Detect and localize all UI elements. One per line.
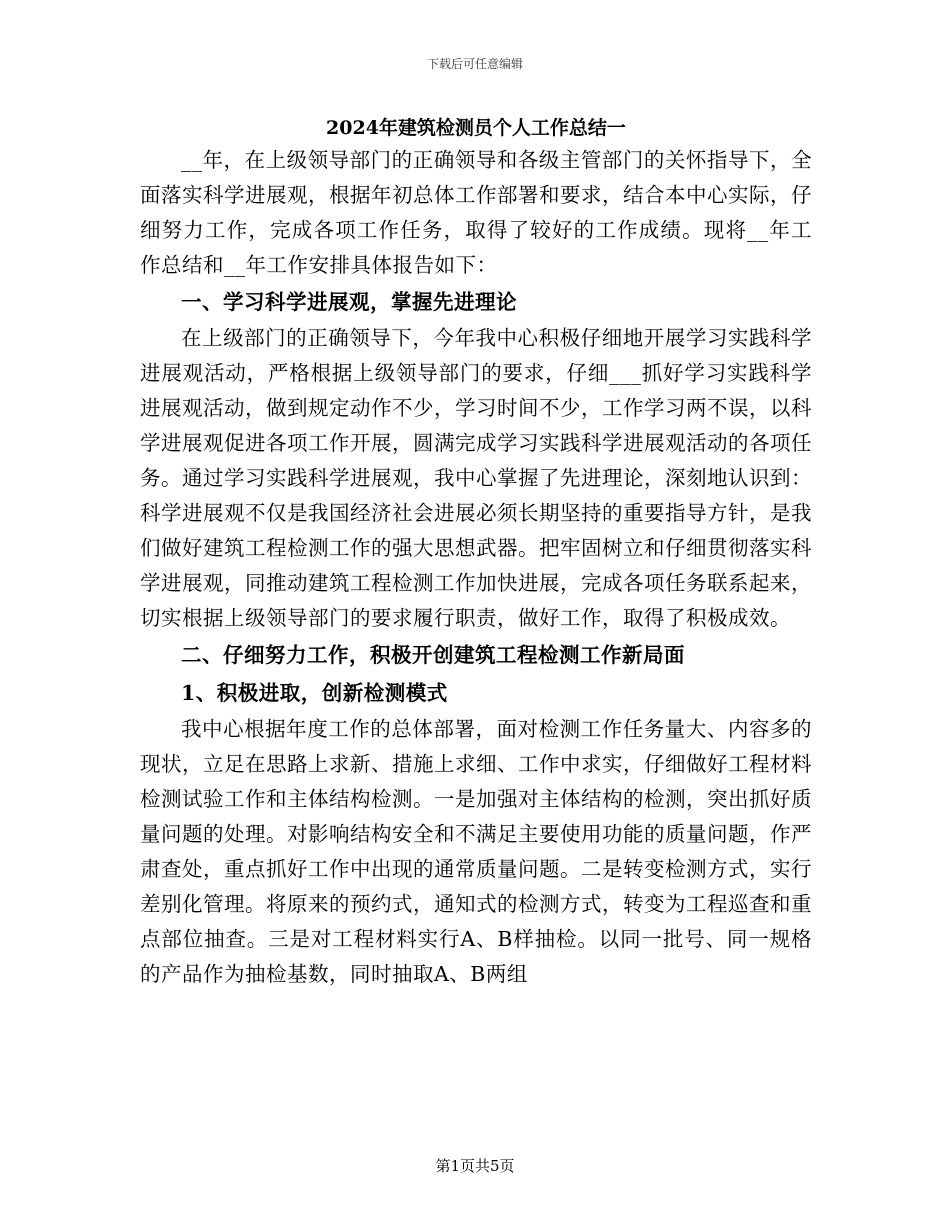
page-footer: 第1页共5页 xyxy=(435,1157,515,1175)
subsection-1-paragraph: 我中心根据年度工作的总体部署，面对检测工作任务量大、内容多的现状，立足在思路上求新、措施上求细、工作中求实，仔细做好工程材料检测试验工作和主体结构检测。一是加强对主体结构的检测，突出抓好质量问题的处理。对影响结构安全和不满足主要使用功能的质量问题，作严肃查处，重点抓好工作中出现的通常质量问题。二是转变检测方式，实行差别化管理。将原来的预约式，通知式的检测方式，转变为工程巡查和重点部位抽查。三是对工程材料实行A、B样抽检。以同一批号、同一规格的产品作为抽检基数，同时抽取A、B两组 xyxy=(140,717,812,986)
document-body xyxy=(140,113,812,992)
section-2-heading: 二、仔细努力工作，积极开创建筑工程检测工作新局面 xyxy=(181,643,685,667)
subsection-1-heading: 1、积极进取，创新检测模式 xyxy=(181,681,448,705)
document-title: 2024年建筑检测员个人工作总结一 xyxy=(326,117,626,139)
intro-paragraph: __年，在上级领导部门的正确领导和各级主管部门的关怀指导下，全面落实科学进展观，根据年初总体工作部署和要求，结合本中心实际，仔细努力工作，完成各项工作任务，取得了较好的工作成绩。现将__年工作总结和__年工作安排具体报告如下： xyxy=(140,148,812,277)
section-1-paragraph: 在上级部门的正确领导下，今年我中心积极仔细地开展学习实践科学进展观活动，严格根据上级领导部门的要求，仔细___抓好学习实践科学进展观活动，做到规定动作不少，学习时间不少，工作学习两不误，以科学进展观促进各项工作开展，圆满完成学习实践科学进展观活动的各项任务。通过学习实践科学进展观，我中心掌握了先进理论，深刻地认识到：科学进展观不仅是我国经济社会进展必须长期坚持的重要指导方针，是我们做好建筑工程检测工作的强大思想武器。把牢固树立和仔细贯彻落实科学进展观，同推动建筑工程检测工作加快进展，完成各项任务联系起来，切实根据上级领导部门的要求履行职责，做好工作，取得了积极成效。 xyxy=(140,326,812,630)
header-note: 下载后可任意编辑 xyxy=(426,57,523,71)
section-1-heading: 一、学习科学进展观，掌握先进理论 xyxy=(181,290,517,314)
